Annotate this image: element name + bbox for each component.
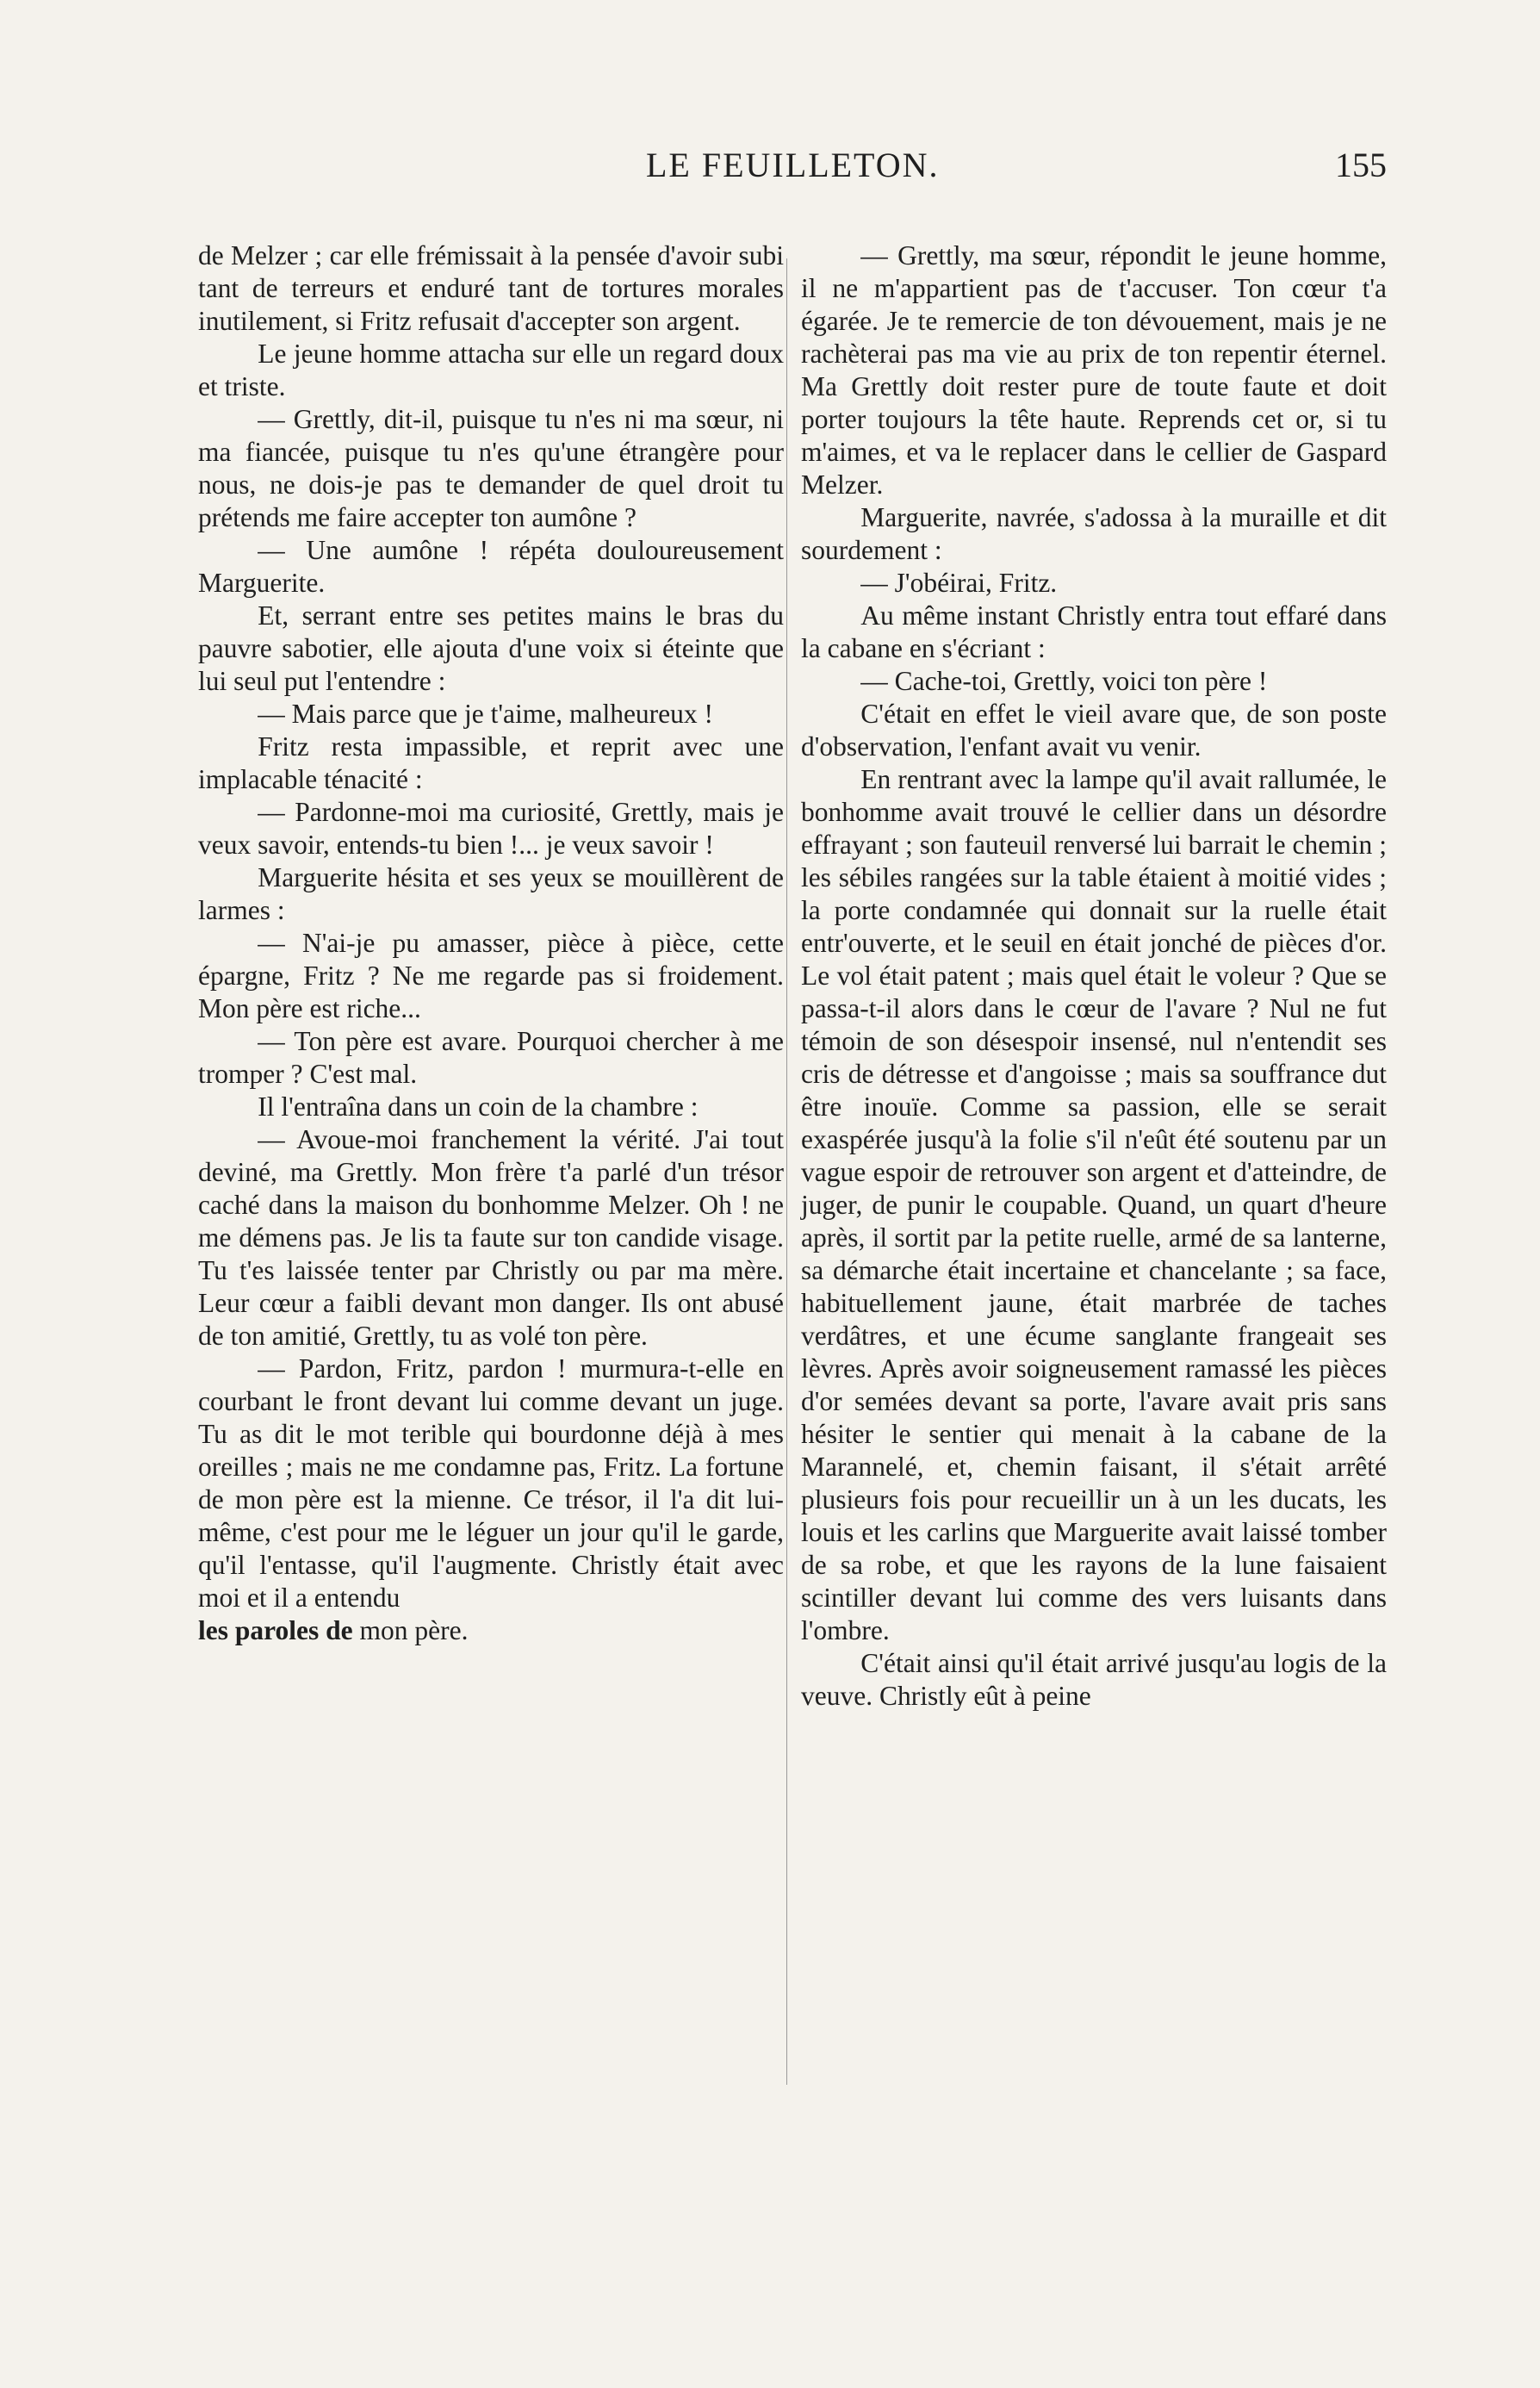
paragraph: les paroles de mon père. bbox=[198, 1615, 469, 1645]
paragraph: Marguerite, navrée, s'adossa à la muraille et dit sourdement : bbox=[801, 502, 1387, 565]
paragraph: Il l'entraîna dans un coin de la chambre : bbox=[258, 1091, 699, 1122]
page-number: 155 bbox=[1335, 146, 1387, 184]
paragraph: de Melzer ; car elle frémissait à la pensée d'avoir subi tant de terreurs et enduré tant de tortures morales inutilement, si Fritz refusait d'accepter son argent. bbox=[198, 240, 784, 336]
paragraph: — J'obéirai, Fritz. bbox=[860, 568, 1058, 598]
paragraph: — Une aumône ! répéta douloureusement Marguerite. bbox=[198, 535, 784, 598]
paragraph: Fritz resta impassible, et reprit avec une implacable ténacité : bbox=[198, 731, 784, 794]
paragraph: — Grettly, ma sœur, répondit le jeune homme, il ne m'appartient pas de t'accuser. Ton cœur t'a égarée. Je te remercie de ton dévouement, mais je ne rachèterai pas ma vie au prix de ton repentir éternel. Ma Grettly doit rester pure de toute faute et doit porter toujours la tête haute. Reprends cet or, si tu m'aimes, et va le replacer dans le cellier de Gaspard Melzer. bbox=[801, 240, 1387, 500]
column-divider bbox=[786, 258, 787, 2085]
paragraph: — Ton père est avare. Pourquoi chercher à me tromper ? C'est mal. bbox=[198, 1026, 784, 1089]
paragraph: Marguerite hésita et ses yeux se mouillèrent de larmes : bbox=[198, 862, 784, 925]
right-column bbox=[801, 239, 1387, 1713]
paragraph: Et, serrant entre ses petites mains le bras du pauvre sabotier, elle ajouta d'une voix si éteinte que lui seul put l'entendre : bbox=[198, 600, 784, 696]
paragraph: — N'ai-je pu amasser, pièce à pièce, cette épargne, Fritz ? Ne me regarde pas si froidement. Mon père est riche... bbox=[198, 928, 784, 1023]
paragraph: — Pardonne-moi ma curiosité, Grettly, mais je veux savoir, entends-tu bien !... je veux savoir ! bbox=[198, 797, 784, 860]
paragraph: Au même instant Christly entra tout effaré dans la cabane en s'écriant : bbox=[801, 600, 1387, 663]
paragraph: Le jeune homme attacha sur elle un regard doux et triste. bbox=[198, 339, 784, 401]
paragraph: — Cache-toi, Grettly, voici ton père ! bbox=[860, 666, 1268, 696]
paragraph: — Pardon, Fritz, pardon ! murmura-t-elle en courbant le front devant lui comme devant un juge. Tu as dit le mot terible qui bourdonne déjà à mes oreilles ; mais ne me condamne pas, Fritz. La fortune de mon père est la mienne. Ce trésor, il l'a dit lui-même, c'est pour me le léguer un jour qu'il le garde, qu'il l'entasse, qu'il l'augmente. Christly était avec moi et il a entendu bbox=[198, 1353, 784, 1613]
running-title: LE FEUILLETON. bbox=[646, 146, 940, 184]
paragraph: — Mais parce que je t'aime, malheureux ! bbox=[258, 699, 714, 729]
paragraph: C'était en effet le vieil avare que, de son poste d'observation, l'enfant avait vu venir. bbox=[801, 699, 1387, 762]
paragraph: En rentrant avec la lampe qu'il avait rallumée, le bonhomme avait trouvé le cellier dans un désordre effrayant ; son fauteuil renversé lui barrait le chemin ; les sébiles rangées sur la table étaient à moitié vides ; la porte condamnée qui donnait sur la ruelle était entr'ouverte, et le seuil en était jonché de pièces d'or. Le vol était patent ; mais quel était le voleur ? Que se passa-t-il alors dans le cœur de l'avare ? Nul ne fut témoin de son désespoir insensé, nul n'entendit ses cris de détresse et d'angoisse ; mais sa souffrance dut être inouïe. Comme sa passion, elle se serait exaspérée jusqu'à la folie s'il n'eût été soutenu par un vague espoir de retrouver son argent et d'atteindre, de juger, de punir le coupable. Quand, un quart d'heure après, il sortit par la petite ruelle, armé de sa lanterne, sa démarche était incertaine et chancelante ; sa face, habituellement jaune, était marbrée de taches verdâtres, et une écume sanglante frangeait ses lèvres. Après avoir soigneusement ramassé les pièces d'or semées devant sa porte, l'avare avait pris sans hésiter le sentier qui menait à la cabane de la Marannelé, et, chemin faisant, il s'était arrêté plusieurs fois pour recueillir un à un les ducats, les louis et les carlins que Marguerite avait laissé tomber de sa robe, et que les rayons de la lune faisaient scintiller devant lui comme des vers luisants dans l'ombre. bbox=[801, 764, 1387, 1645]
left-column bbox=[198, 239, 784, 1647]
paragraph: — Grettly, dit-il, puisque tu n'es ni ma sœur, ni ma fiancée, puisque tu n'es qu'une étrangère pour nous, ne dois-je pas te demander de quel droit tu prétends me faire accepter ton aumône ? bbox=[198, 404, 784, 532]
paragraph: — Avoue-moi franchement la vérité. J'ai tout deviné, ma Grettly. Mon frère t'a parlé d'un trésor caché dans la maison du bonhomme Melzer. Oh ! ne me démens pas. Je lis ta faute sur ton candide visage. Tu t'es laissée tenter par Christly ou par ma mère. Leur cœur a faibli devant mon danger. Ils ont abusé de ton amitié, Grettly, tu as volé ton père. bbox=[198, 1124, 784, 1351]
running-header bbox=[198, 145, 1387, 196]
paragraph: C'était ainsi qu'il était arrivé jusqu'au logis de la veuve. Christly eût à peine bbox=[801, 1648, 1387, 1711]
